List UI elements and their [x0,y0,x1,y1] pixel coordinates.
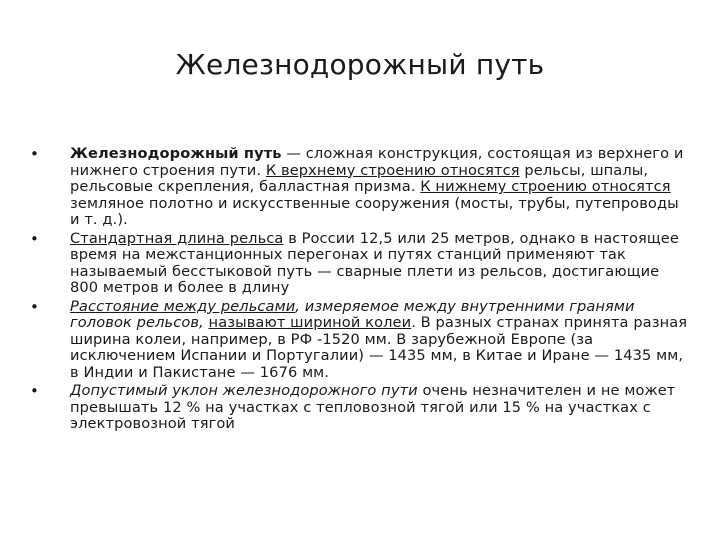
slide-title: Железнодорожный путь [175,48,545,81]
text-run: рельсы, шпалы, рельсовые скрепления, балластная призма. [70,161,649,195]
bullet-marker: • [30,229,39,248]
bullet-item [30,383,690,433]
text-run: очень незначителен и не может превышать 12 % на участках с тепловозной тягой или 15 % на участках с электровозной тягой [70,382,676,432]
bullet-text [70,298,687,381]
text-run: К верхнему строению относятся [265,161,520,179]
text-run: Расстояние между рельсами [70,297,296,315]
bullet-list [30,146,690,435]
text-run: . В разных странах принята разная ширина колеи, например, в РФ -1520 мм. В зарубежной Европе (за исключением Испании и Португалии) — 1435 мм, в Китае и Иране — 1435 мм, в Индии и Пакистане — 1676 мм. [70,314,688,381]
text-run: К нижнему строению относятся [420,178,671,195]
bullet-marker: • [30,297,39,316]
text-run: Железнодорожный путь [70,145,282,162]
bullet-marker: • [30,145,39,163]
text-run: земляное полотно и искусственные сооружения (мосты, трубы, путепроводы и т. д.). [70,194,679,228]
text-run: , измеряемое между внутренними гранями головок рельсов, [70,297,635,331]
text-run: — сложная конструкция, состоящая из верхнего и нижнего строения пути. [70,145,684,179]
bullet-text [70,145,683,228]
text-run: называют шириной колеи [208,314,412,331]
text-run: Допустимый уклон железнодорожного пути [70,382,418,399]
bullet-item [30,231,690,297]
bullet-item [30,299,690,382]
text-run: Стандартная длина рельса [70,229,284,247]
bullet-item [30,146,690,229]
bullet-marker: • [30,382,39,400]
bullet-text [70,230,679,297]
text-run: в России 12,5 или 25 метров, однако в настоящее время на межстанционных перегонах и путях станций применяют так называемый бесстыковой путь — сварные плети из рельсов, достигающие 800 метров и более в длину [70,229,679,296]
bullet-text [70,382,675,432]
